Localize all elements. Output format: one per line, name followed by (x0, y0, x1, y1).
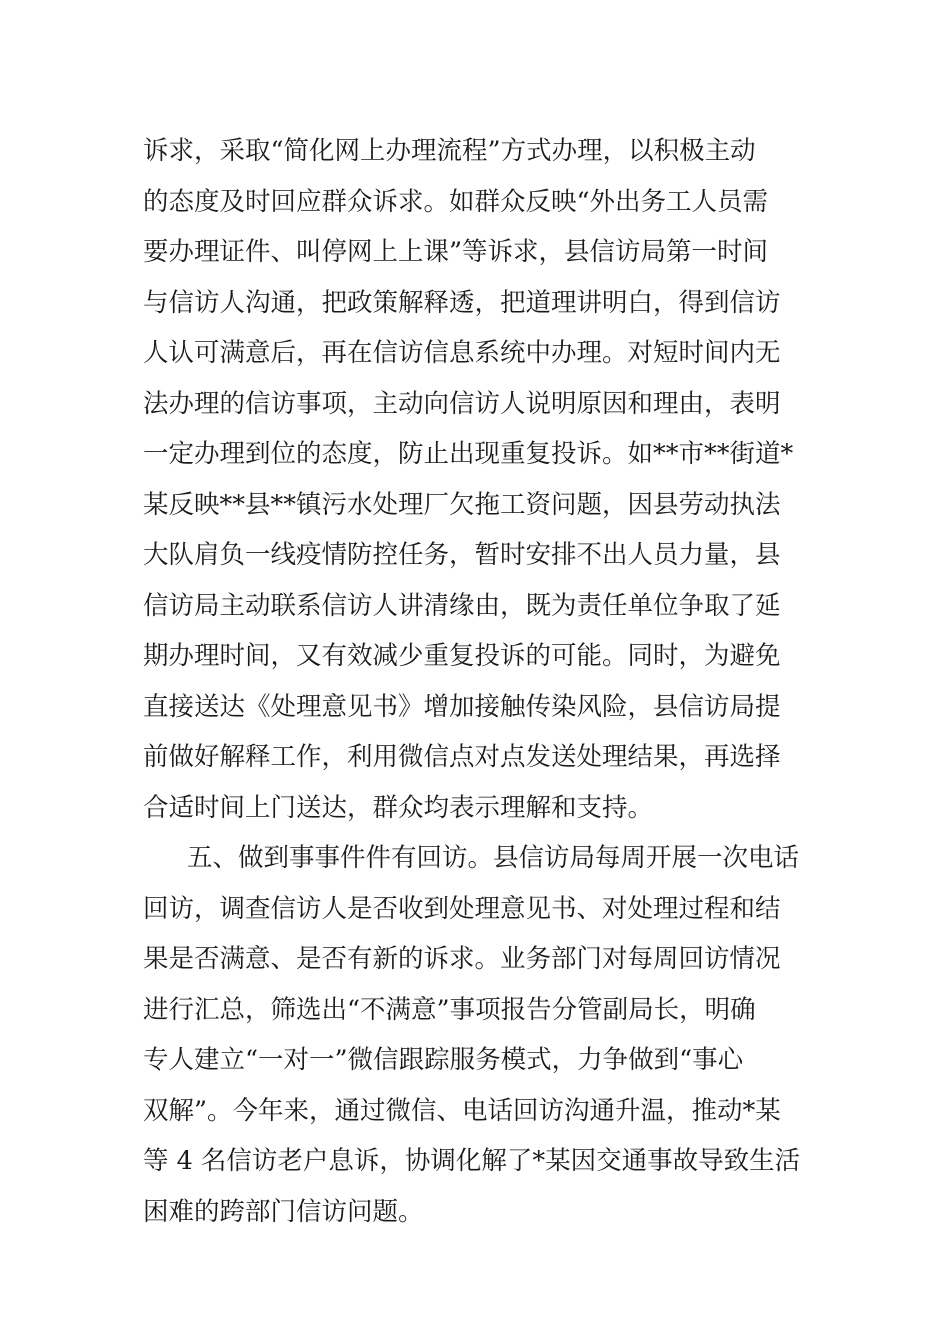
text-line: 信访局主动联系信访人讲清缘由，既为责任单位争取了延 (143, 590, 781, 621)
text-line: 困难的跨部门信访问题。 (143, 1196, 424, 1227)
text-line: 法办理的信访事项，主动向信访人说明原因和理由，表明 (143, 388, 781, 419)
text-line: 期办理时间，又有效减少重复投诉的可能。同时，为避免 (143, 641, 781, 671)
text-line: 双解”。今年来，通过微信、电话回访沟通升温，推动*某 (143, 1095, 781, 1126)
text-line: 的态度及时回应群众诉求。如群众反映“外出务工人员需 (143, 186, 769, 217)
text-line: 诉求，采取“简化网上办理流程”方式办理，以积极主动 (143, 136, 756, 166)
paragraph-heading-line: 五、做到事事件件有回访。县信访局每周开展一次电话 (187, 843, 800, 873)
body-text (143, 126, 807, 1237)
text-line: 专人建立“一对一”微信跟踪服务模式，力争做到“事心 (143, 1045, 744, 1075)
text-line: 人认可满意后，再在信访信息系统中办理。对短时间内无 (143, 338, 781, 368)
text-line: 要办理证件、叫停网上上课”等诉求，县信访局第一时间 (143, 237, 769, 267)
text-line: 大队肩负一线疫情防控任务，暂时安排不出人员力量，县 (143, 540, 781, 570)
text-line: 进行汇总，筛选出“不满意”事项报告分管副局长，明确 (143, 994, 756, 1025)
text-line: 一定办理到位的态度，防止出现重复投诉。如**市**街道* (143, 439, 794, 469)
text-line: 回访，调查信访人是否收到处理意见书、对处理过程和结 (143, 893, 781, 924)
text-line: 等 4 名信访老户息诉，协调化解了*某因交通事故导致生活 (143, 1146, 801, 1176)
text-line: 前做好解释工作，利用微信点对点发送处理结果，再选择 (143, 742, 781, 772)
text-line: 直接送达《处理意见书》增加接触传染风险，县信访局提 (143, 691, 781, 722)
text-line: 果是否满意、是否有新的诉求。业务部门对每周回访情况 (143, 944, 781, 974)
text-line: 某反映**县**镇污水处理厂欠拖工资问题，因县劳动执法 (143, 489, 781, 520)
text-line: 与信访人沟通，把政策解释透，把道理讲明白，得到信访 (143, 287, 781, 318)
text-line: 合适时间上门送达，群众均表示理解和支持。 (143, 792, 654, 823)
